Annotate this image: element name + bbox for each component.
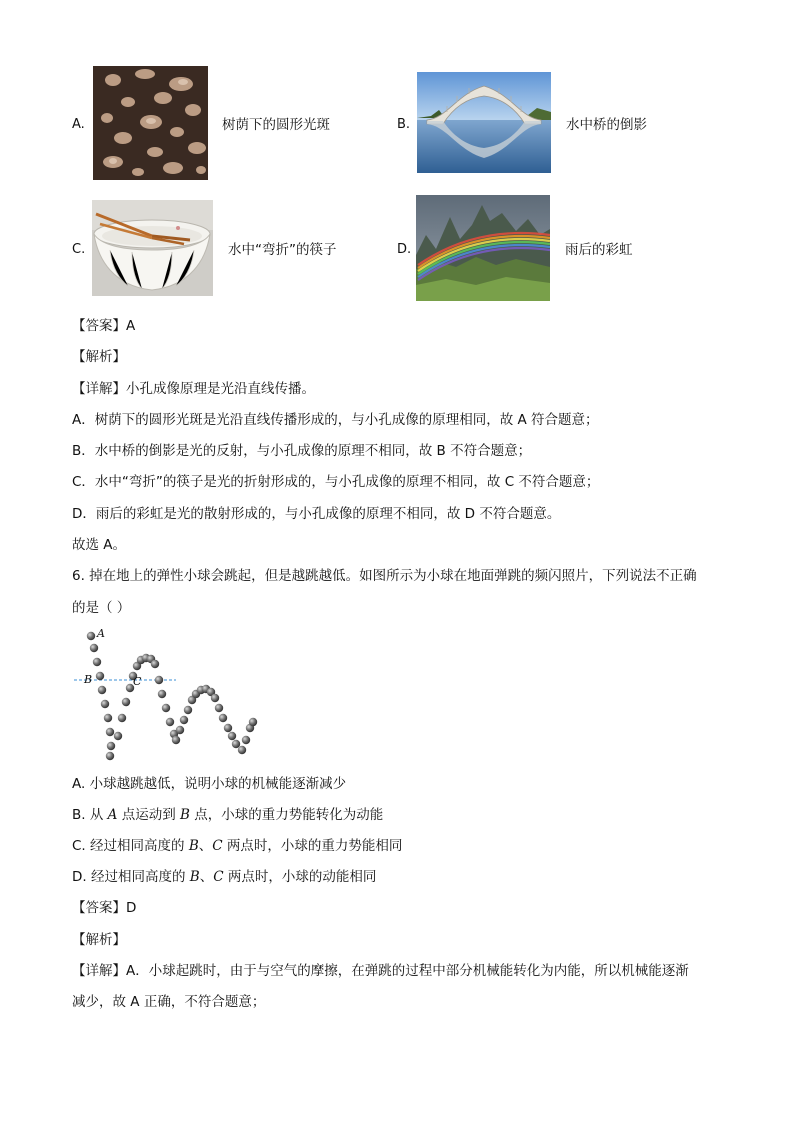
point-label-c: C [133, 675, 142, 688]
option-caption: 树荫下的圆形光斑 [222, 117, 330, 133]
detail-text: 小孔成像原理是光沿直线传播。 [126, 381, 315, 397]
ball-image [107, 742, 115, 750]
point-b-ref: B [180, 807, 190, 823]
option-prefix: A. [72, 776, 90, 792]
q5-analysis-line-c: C．水中“弯折”的筷子是光的折射形成的，与小孔成像的原理不相同，故 C 不符合题意； [72, 474, 600, 490]
q6-detail-line2: 减少，故 A 正确，不符合题意； [72, 994, 266, 1010]
option-caption: 水中桥的倒影 [566, 117, 647, 133]
option-text-part: 点，小球的重力势能转化为动能 [189, 807, 384, 823]
option-prefix: D. [72, 869, 91, 885]
ball-image [114, 732, 122, 740]
option-text-part: 经过相同高度的 [90, 869, 190, 885]
ball-image [219, 714, 227, 722]
option-letter: C. [72, 242, 86, 257]
ball-image [180, 716, 188, 724]
ball-image [249, 718, 257, 726]
ball-image [122, 698, 130, 706]
option-prefix: B. [72, 807, 90, 823]
ball-image [242, 736, 250, 744]
option-text-part: 、 [199, 869, 214, 885]
ball-image [96, 672, 104, 680]
option-caption: 雨后的彩虹 [565, 242, 633, 258]
ball-image [101, 700, 109, 708]
option-text: 小球越跳越低，说明小球的机械能逐渐减少 [89, 776, 347, 792]
ball-image [162, 704, 170, 712]
point-label-a: A [97, 627, 105, 640]
option-text-part: 两点时，小球的动能相同 [223, 869, 377, 885]
answer-value: A [126, 318, 136, 334]
detail-text: A．小球起跳时，由于与空气的摩擦，在弹跳的过程中部分机械能转化为内能，所以机械能逐渐 [126, 963, 689, 979]
option-text-part: 两点时，小球的重力势能相同 [222, 838, 403, 854]
option-caption: 水中“弯折”的筷子 [228, 242, 337, 258]
q5-answer [72, 317, 135, 335]
ball-image [106, 728, 114, 736]
q6-analysis-label: 【解析】 [72, 932, 126, 948]
q6-detail-line1 [72, 962, 689, 980]
bouncing-ball-figure [70, 624, 270, 764]
option-text-part: 经过相同高度的 [90, 838, 189, 854]
bridge-reflection-image [417, 72, 551, 173]
ball-image [155, 676, 163, 684]
q5-analysis-line-d: D．雨后的彩虹是光的散射形成的，与小孔成像的原理不相同，故 D 不符合题意。 [72, 506, 561, 522]
ball-image [211, 694, 219, 702]
ball-image [184, 706, 192, 714]
ball-image [90, 644, 98, 652]
detail-label: 【详解】 [72, 963, 126, 979]
option-text-part: 从 [89, 807, 108, 823]
ball-image [98, 686, 106, 694]
q5-analysis-label: 【解析】 [72, 349, 126, 365]
ball-image [224, 724, 232, 732]
option-prefix: C. [72, 838, 91, 854]
ball-image [228, 732, 236, 740]
ball-image [215, 704, 223, 712]
answer-label: 【答案】 [72, 318, 126, 334]
point-a-ref: A [107, 807, 118, 823]
tree-shadow-light-spots-image [93, 66, 208, 180]
chopsticks-in-bowl-image [92, 200, 213, 296]
detail-label: 【详解】 [72, 381, 126, 397]
q6-option-c [72, 837, 402, 855]
point-label-b: B [84, 673, 93, 686]
ball-image [151, 660, 159, 668]
ball-image [93, 658, 101, 666]
option-letter: B. [397, 117, 411, 132]
option-letter: A. [72, 117, 85, 132]
ball-image [232, 740, 240, 748]
option-text-part: 、 [198, 838, 213, 854]
q6-answer [72, 899, 136, 917]
q6-option-a [72, 775, 346, 793]
q6-option-d [72, 868, 376, 886]
q5-analysis-line-a: A．树荫下的圆形光斑是光沿直线传播形成的，与小孔成像的原理相同，故 A 符合题意； [72, 412, 599, 428]
q6-option-b [72, 806, 383, 824]
ball-image [106, 752, 114, 760]
ball-image [238, 746, 246, 754]
point-c-ref: C [213, 869, 224, 885]
answer-label: 【答案】 [72, 900, 126, 916]
q6-stem-line1: 6. 掉在地上的弹性小球会跳起，但是越跳越低。如图所示为小球在地面弹跳的频闪照片，下列说法不正确 [72, 568, 697, 584]
point-b-ref: B [188, 838, 199, 854]
ball-image [118, 714, 126, 722]
ball-image [87, 632, 95, 640]
option-text-part: 点运动到 [117, 807, 180, 823]
ball-image [172, 736, 180, 744]
rainbow-mountains-image [416, 195, 550, 301]
ball-image [166, 718, 174, 726]
q5-detail [72, 380, 315, 398]
ball-image [176, 726, 184, 734]
answer-value: D [126, 900, 137, 916]
ball-image [104, 714, 112, 722]
point-c-ref: C [212, 838, 223, 854]
q5-analysis-line-b: B．水中桥的倒影是光的反射，与小孔成像的原理不相同，故 B 不符合题意； [72, 443, 532, 459]
point-b-ref: B [189, 869, 200, 885]
q6-stem-line2: 的是（ ） [72, 600, 131, 616]
q5-conclusion: 故选 A。 [72, 537, 127, 553]
option-letter: D. [397, 242, 412, 257]
ball-image [158, 690, 166, 698]
